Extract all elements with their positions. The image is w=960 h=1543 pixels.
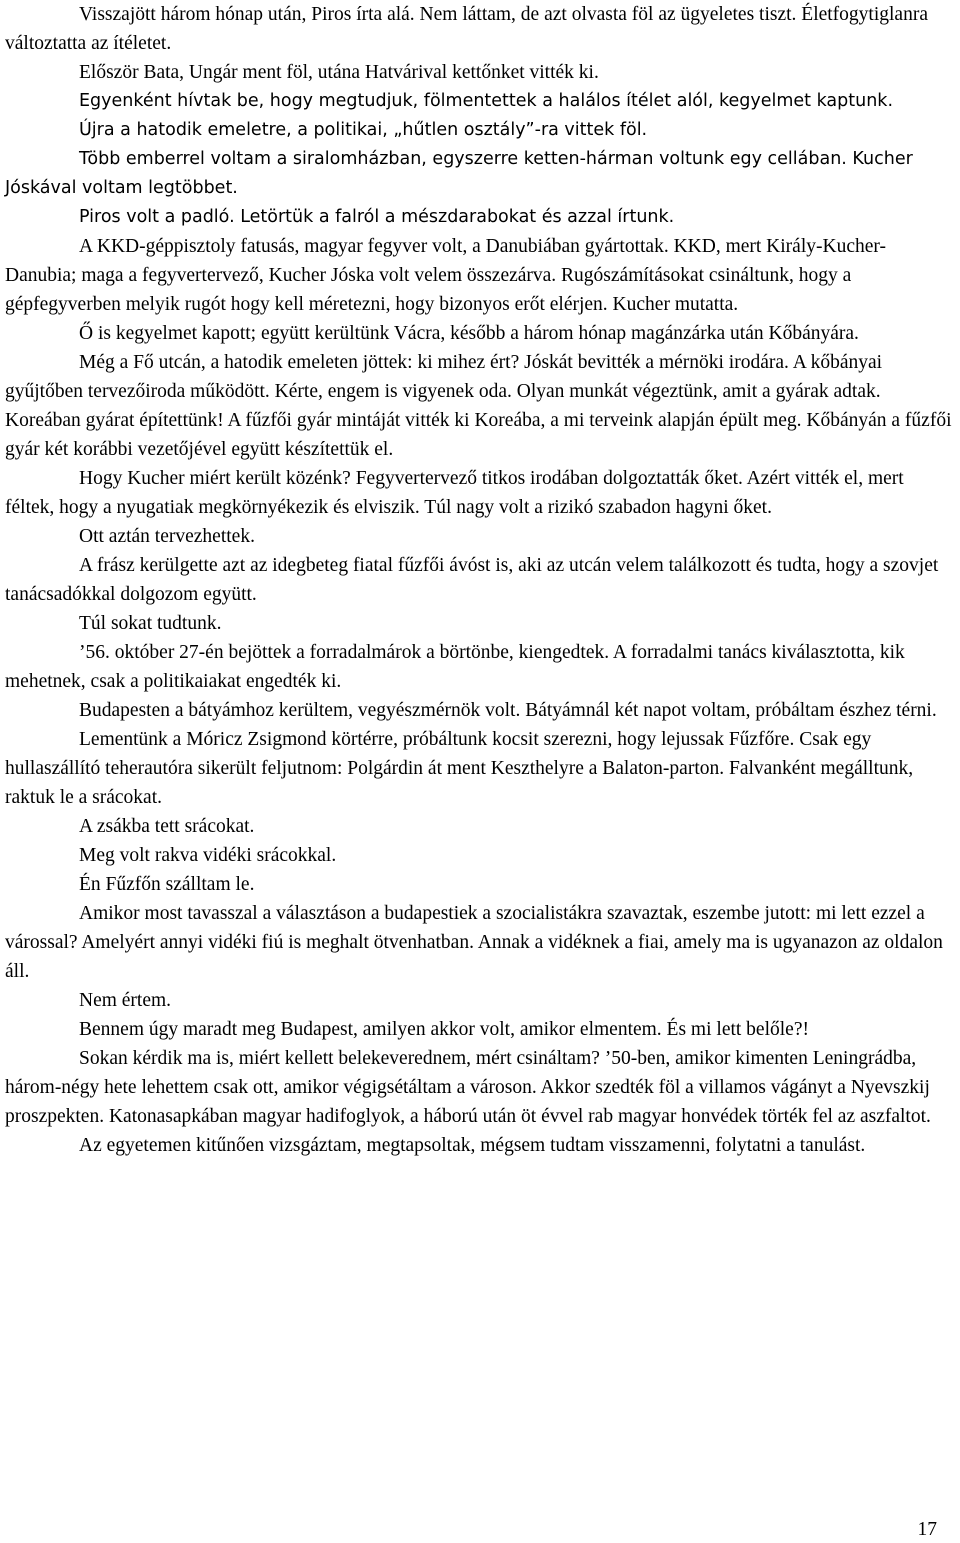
paragraph: A frász kerülgette azt az idegbeteg fiatal fűzfői ávóst is, aki az utcán velem találkozott és tudta, hogy a szovjet tanácsadókkal dolgozom együtt. [5, 555, 939, 605]
paragraph: Piros volt a padló. Letörtük a falról a mészdarabokat és azzal írtunk. [79, 207, 675, 227]
paragraph: Először Bata, Ungár ment föl, utána Hatvárival kettőnket vitték ki. [79, 62, 599, 83]
page-number: 17 [917, 1519, 937, 1540]
paragraph: Az egyetemen kitűnően vizsgáztam, megtapsoltak, mégsem tudtam visszamenni, folytatni a tanulást. [79, 1135, 866, 1156]
paragraph: Meg volt rakva vidéki srácokkal. [79, 845, 337, 866]
paragraph: Nem értem. [79, 990, 172, 1011]
paragraph: Sokan kérdik ma is, miért kellett belekeverednem, mért csináltam? ’50-ben, amikor kimenten Leningrádba, három-négy hete lehettem csak ott, amikor végigsétáltam a városon. Akkor szedték föl a villamos vágányt a Nyevszkij proszpekten. Katonasapkában magyar hadifoglyok, a háború után öt évvel rab magyar honvédek törték fel az aszfaltot. [5, 1048, 931, 1127]
paragraph: Lementünk a Móricz Zsigmond körtérre, próbáltunk kocsit szerezni, hogy lejussak Fűzfőre. Csak egy hullaszállító teherautóra sikerült feljutnom: Polgárdin át ment Keszthelyre a Balaton-parton. Falvanként megálltunk, raktuk le a srácokat. [5, 729, 914, 808]
paragraph: Visszajött három hónap után, Piros írta alá. Nem láttam, de azt olvasta föl az ügyeletes tiszt. Életfogytiglanra változtatta az ítéletet. [5, 4, 928, 54]
document-body [5, 0, 952, 1160]
paragraph: Amikor most tavasszal a választáson a budapestiek a szocialistákra szavaztak, eszembe jutott: mi lett ezzel a várossal? Amelyért annyi vidéki fiú is meghalt ötvenhatban. Annak a vidéknek a fiai, amely ma is ugyanazon az oldalon áll. [5, 903, 943, 982]
paragraph: Én Fűzfőn szálltam le. [79, 874, 255, 895]
paragraph: Ő is kegyelmet kapott; együtt kerültünk Vácra, később a három hónap magánzárka után Kőbányára. [79, 323, 859, 344]
paragraph: Több emberrel voltam a siralomházban, egyszerre ketten-hárman voltunk egy cellában. Kucher Jóskával voltam legtöbbet. [5, 149, 913, 198]
paragraph: A KKD-géppisztoly fatusás, magyar fegyver volt, a Danubiában gyártottak. KKD, mert Király-Kucher-Danubia; maga a fegyvertervező, Kucher Jóska volt velem összezárva. Rugószámításokat csináltunk, hogy a gépfegyverben melyik rugót hogy kell méretezni, hogy bizonyos erőt elérjen. Kucher mutatta. [5, 236, 886, 315]
paragraph: Bennem úgy maradt meg Budapest, amilyen akkor volt, amikor elmentem. És mi lett belőle?! [79, 1019, 809, 1040]
paragraph: ’56. október 27-én bejöttek a forradalmárok a börtönbe, kiengedtek. A forradalmi tanács kiválasztotta, kik mehetnek, csak a politikaiakat engedték ki. [5, 642, 905, 692]
paragraph: Hogy Kucher miért került közénk? Fegyvertervező titkos irodában dolgoztatták őket. Azért vitték el, mert féltek, hogy a nyugatiak megkörnyékezik és elviszik. Túl nagy volt a rizikó szabadon hagyni őket. [5, 468, 904, 518]
paragraph: Budapesten a bátyámhoz kerültem, vegyészmérnök volt. Bátyámnál két napot voltam, próbáltam észhez térni. [79, 700, 937, 721]
paragraph: A zsákba tett srácokat. [79, 816, 255, 837]
paragraph: Egyenként hívtak be, hogy megtudjuk, fölmentettek a halálos ítélet alól, kegyelmet kaptunk. [79, 91, 894, 111]
paragraph: Túl sokat tudtunk. [79, 613, 222, 634]
paragraph: Újra a hatodik emeletre, a politikai, „hűtlen osztály”-ra vittek föl. [79, 120, 648, 140]
paragraph: Ott aztán tervezhettek. [79, 526, 255, 547]
paragraph: Még a Fő utcán, a hatodik emeleten jöttek: ki mihez ért? Jóskát bevitték a mérnöki irodára. A kőbányai gyűjtőben tervezőiroda működött. Kérte, engem is vigyenek oda. Olyan munkát végeztünk, amit a gyárak adtak. Koreában gyárat építettünk! A fűzfői gyár mintáját vitték ki Koreába, a mi terveink alapján épült meg. Kőbányán a fűzfői gyár két korábbi vezetőjével együtt készítettük el. [5, 352, 952, 460]
